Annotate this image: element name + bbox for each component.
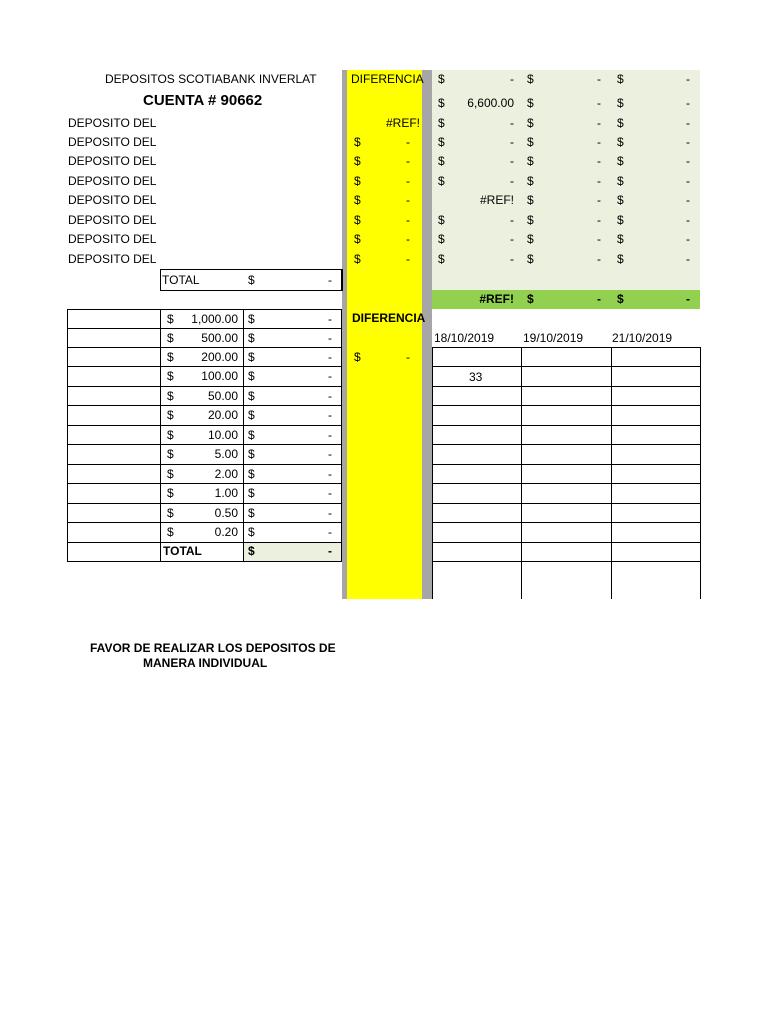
balance-currency: $ — [438, 232, 445, 246]
balance-value: - — [686, 135, 690, 149]
balance-currency: $ — [438, 154, 445, 168]
balance-currency: $ — [438, 96, 445, 110]
grid-line — [243, 309, 244, 562]
balance-value: - — [686, 72, 690, 86]
balance-total-value: #REF! — [479, 292, 514, 306]
denominations-total-label: TOTAL — [163, 544, 202, 558]
balance-value: - — [597, 174, 601, 188]
diferencia-currency: $ — [354, 193, 361, 207]
balance-value: - — [686, 116, 690, 130]
balance-currency: $ — [617, 96, 624, 110]
balance-value: - — [597, 135, 601, 149]
balance-value: - — [510, 213, 514, 227]
denomination-currency: $ — [167, 369, 174, 383]
diferencia-bottom-currency: $ — [354, 350, 361, 364]
balance-currency: $ — [617, 252, 624, 266]
balance-currency: $ — [527, 96, 534, 110]
balance-currency: $ — [617, 213, 624, 227]
grid-line — [432, 347, 433, 599]
balance-currency: $ — [527, 193, 534, 207]
deposit-row-label: DEPOSITO DEL — [68, 193, 157, 207]
balance-currency: $ — [617, 232, 624, 246]
denominations-total-value: - — [328, 544, 332, 558]
diferencia-value: - — [406, 213, 410, 227]
denomination-total-currency: $ — [248, 408, 255, 422]
denomination-total-value: - — [328, 389, 332, 403]
deposit-row-label: DEPOSITO DEL — [68, 174, 157, 188]
balance-value: - — [686, 252, 690, 266]
denomination-total-currency: $ — [248, 506, 255, 520]
balance-total-value: - — [597, 292, 601, 306]
balance-currency: $ — [527, 174, 534, 188]
diferencia-currency: $ — [354, 252, 361, 266]
denomination-total-currency: $ — [248, 428, 255, 442]
denomination-amount: 0.20 — [214, 525, 238, 539]
balance-value: - — [686, 174, 690, 188]
deposit-row-label: DEPOSITO DEL — [68, 252, 157, 266]
balance-total-currency: $ — [527, 292, 534, 306]
balance-currency: $ — [617, 116, 624, 130]
date-col-1-value: 33 — [469, 370, 483, 384]
grid-line — [67, 561, 341, 562]
denomination-total-value: - — [328, 447, 332, 461]
denomination-currency: $ — [167, 428, 174, 442]
column-separator-left — [342, 70, 347, 599]
balance-value: 6,600.00 — [467, 96, 514, 110]
denomination-total-currency: $ — [248, 350, 255, 364]
denomination-total-currency: $ — [248, 525, 255, 539]
balance-value: - — [597, 232, 601, 246]
grid-line — [67, 503, 341, 504]
diferencia-value: - — [406, 135, 410, 149]
balance-currency: $ — [438, 174, 445, 188]
diferencia-value: - — [406, 174, 410, 188]
grid-line — [67, 366, 341, 367]
diferencia-ref: #REF! — [385, 116, 420, 130]
grid-line — [432, 366, 700, 367]
denomination-total-currency: $ — [248, 467, 255, 481]
deposits-total-value: - — [328, 273, 332, 287]
balance-currency: $ — [527, 252, 534, 266]
denomination-currency: $ — [167, 486, 174, 500]
diferencia-currency: $ — [354, 135, 361, 149]
denomination-currency: $ — [167, 389, 174, 403]
balance-value: - — [686, 154, 690, 168]
bank-title: DEPOSITOS SCOTIABANK INVERLAT — [105, 72, 317, 86]
grid-line — [432, 405, 700, 406]
grid-line — [67, 444, 341, 445]
balance-total-currency: $ — [617, 292, 624, 306]
denomination-currency: $ — [167, 312, 174, 326]
grid-line — [432, 425, 700, 426]
grid-line — [521, 347, 522, 599]
balance-currency: $ — [438, 72, 445, 86]
balance-currency: $ — [527, 232, 534, 246]
denomination-amount: 5.00 — [214, 447, 238, 461]
denomination-total-currency: $ — [248, 486, 255, 500]
grid-line — [432, 444, 700, 445]
grid-line — [67, 405, 341, 406]
grid-line — [67, 309, 341, 310]
balance-value: - — [510, 174, 514, 188]
balance-value: - — [510, 116, 514, 130]
denomination-currency: $ — [167, 408, 174, 422]
denomination-total-value: - — [328, 369, 332, 383]
balance-currency: $ — [617, 193, 624, 207]
diferencia-header: DIFERENCIA — [351, 72, 424, 86]
balance-value: - — [597, 154, 601, 168]
balance-currency: $ — [438, 213, 445, 227]
deposits-total-label: TOTAL — [162, 273, 200, 287]
deposit-row-label: DEPOSITO DEL — [68, 116, 157, 130]
diferencia-value: - — [406, 252, 410, 266]
denomination-currency: $ — [167, 525, 174, 539]
deposit-row-label: DEPOSITO DEL — [68, 135, 157, 149]
balance-currency: $ — [617, 135, 624, 149]
denomination-total-currency: $ — [248, 369, 255, 383]
balance-value: - — [597, 213, 601, 227]
grid-line — [67, 347, 341, 348]
balance-value: - — [597, 116, 601, 130]
balance-value: #REF! — [479, 193, 514, 207]
diferencia-bottom-value: - — [406, 350, 410, 364]
denomination-total-value: - — [328, 486, 332, 500]
balance-currency: $ — [527, 154, 534, 168]
grid-line — [432, 464, 700, 465]
grid-line — [611, 347, 612, 599]
grid-line — [67, 522, 341, 523]
balance-value: - — [510, 135, 514, 149]
denomination-amount: 100.00 — [201, 369, 238, 383]
balance-currency: $ — [438, 116, 445, 130]
denomination-amount: 200.00 — [201, 350, 238, 364]
deposit-row-label: DEPOSITO DEL — [68, 154, 157, 168]
balance-value: - — [686, 193, 690, 207]
balance-value: - — [510, 154, 514, 168]
date-col-2: 19/10/2019 — [523, 331, 584, 345]
balance-value: - — [510, 72, 514, 86]
grid-line — [700, 347, 701, 599]
grid-line — [160, 309, 161, 562]
balance-value: - — [510, 252, 514, 266]
account-title: CUENTA # 90662 — [143, 92, 263, 109]
denomination-total-value: - — [328, 350, 332, 364]
denomination-amount: 20.00 — [207, 408, 238, 422]
balance-value: - — [510, 232, 514, 246]
balance-value: - — [597, 96, 601, 110]
denomination-amount: 1.00 — [214, 486, 238, 500]
denomination-amount: 500.00 — [201, 331, 238, 345]
diferencia-currency: $ — [354, 232, 361, 246]
denomination-currency: $ — [167, 447, 174, 461]
diferencia-currency: $ — [354, 174, 361, 188]
balance-currency: $ — [438, 135, 445, 149]
denomination-total-value: - — [328, 331, 332, 345]
denomination-total-currency: $ — [248, 312, 255, 326]
denomination-total-value: - — [328, 467, 332, 481]
balance-currency: $ — [617, 154, 624, 168]
grid-line — [432, 542, 700, 543]
diferencia-value: - — [406, 193, 410, 207]
grid-line — [341, 309, 342, 562]
diferencia-currency: $ — [354, 213, 361, 227]
grid-line — [432, 503, 700, 504]
denomination-amount: 2.00 — [214, 467, 238, 481]
balance-currency: $ — [527, 213, 534, 227]
balance-currency: $ — [527, 116, 534, 130]
diferencia-currency: $ — [354, 154, 361, 168]
denomination-total-value: - — [328, 428, 332, 442]
diferencia-column — [347, 70, 422, 599]
denomination-amount: 0.50 — [214, 506, 238, 520]
denomination-amount: 10.00 — [207, 428, 238, 442]
deposits-total-currency: $ — [248, 273, 255, 287]
balance-currency: $ — [438, 252, 445, 266]
note-line-1: FAVOR DE REALIZAR LOS DEPOSITOS DE — [90, 641, 336, 655]
grid-line — [432, 561, 700, 562]
balance-total-value: - — [686, 292, 690, 306]
denomination-total-value: - — [328, 312, 332, 326]
denomination-currency: $ — [167, 467, 174, 481]
denomination-total-currency: $ — [248, 447, 255, 461]
balance-currency: $ — [527, 72, 534, 86]
deposit-row-label: DEPOSITO DEL — [68, 232, 157, 246]
denomination-currency: $ — [167, 506, 174, 520]
diferencia-header-2: DIFERENCIA — [352, 311, 426, 325]
grid-line — [67, 483, 341, 484]
date-col-3: 21/10/2019 — [612, 331, 673, 345]
grid-line — [432, 483, 700, 484]
denomination-total-value: - — [328, 506, 332, 520]
denomination-total-currency: $ — [248, 389, 255, 403]
denomination-amount: 1,000.00 — [191, 312, 238, 326]
denomination-total-value: - — [328, 408, 332, 422]
denomination-amount: 50.00 — [207, 389, 238, 403]
denomination-currency: $ — [167, 331, 174, 345]
grid-line — [67, 386, 341, 387]
grid-line — [432, 522, 700, 523]
balance-value: - — [597, 193, 601, 207]
grid-line — [67, 425, 341, 426]
grid-line — [67, 542, 341, 543]
grid-line — [67, 328, 341, 329]
note-line-2: MANERA INDIVIDUAL — [143, 656, 268, 670]
balance-currency: $ — [527, 135, 534, 149]
balance-currency: $ — [617, 72, 624, 86]
grid-line — [67, 464, 341, 465]
grid-line — [67, 309, 68, 562]
grid-line — [432, 386, 700, 387]
denomination-total-currency: $ — [248, 331, 255, 345]
diferencia-value: - — [406, 232, 410, 246]
date-col-1: 18/10/2019 — [434, 331, 495, 345]
diferencia-value: - — [406, 154, 410, 168]
denomination-total-value: - — [328, 525, 332, 539]
balance-value: - — [686, 213, 690, 227]
balance-value: - — [597, 252, 601, 266]
denominations-total-currency: $ — [248, 544, 255, 558]
column-separator-right — [422, 70, 432, 599]
balance-value: - — [686, 232, 690, 246]
deposit-row-label: DEPOSITO DEL — [68, 213, 157, 227]
grid-line — [432, 347, 700, 348]
balance-value: - — [597, 72, 601, 86]
balance-value: - — [686, 96, 690, 110]
denomination-currency: $ — [167, 350, 174, 364]
balance-currency: $ — [617, 174, 624, 188]
